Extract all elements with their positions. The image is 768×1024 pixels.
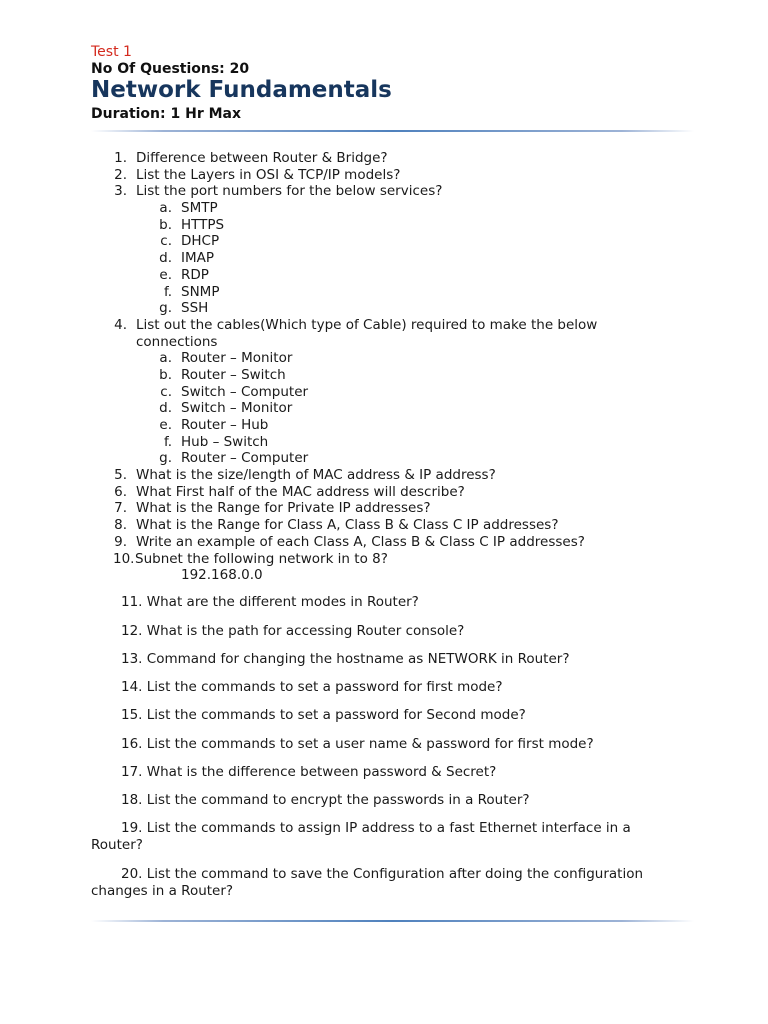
question-item: [0, 517, 768, 534]
question-number: 13.: [121, 651, 143, 667]
question-text: List the command to encrypt the passwords in a Router?: [146, 792, 530, 808]
sub-item-text: IMAP: [181, 250, 215, 267]
sub-item-text: SMTP: [181, 200, 218, 217]
duration-label: Duration: 1 Hr Max: [91, 106, 242, 122]
sub-item: [0, 217, 768, 234]
question-text: List out the cables(Which type of Cable) required to make the below: [136, 316, 598, 333]
question-item: [0, 534, 768, 551]
question-number: 6.: [114, 483, 127, 500]
sub-item-letter: e.: [159, 417, 172, 433]
question-text: What are the different modes in Router?: [146, 594, 419, 610]
question-text: What is the Range for Class A, Class B & Class C IP addresses?: [136, 517, 559, 534]
question-continuation: [0, 334, 768, 351]
question-item: [0, 167, 768, 184]
sub-item: [0, 350, 768, 367]
question-item: [0, 500, 768, 517]
question-item: [0, 484, 768, 501]
question-text: List the commands to set a password for first mode?: [146, 679, 503, 695]
question-item: [0, 467, 768, 484]
question-item: [0, 183, 768, 200]
question-item: [0, 551, 768, 568]
question-number: 10.: [113, 550, 135, 567]
numbered-question-list: [0, 150, 768, 584]
network-address: 192.168.0.0: [181, 567, 263, 584]
paragraph-question: [91, 736, 671, 753]
sub-item-letter: g.: [159, 450, 172, 467]
sub-item-letter: d.: [159, 250, 172, 267]
sub-item-text: Switch – Computer: [181, 383, 309, 400]
sub-item-letter: e.: [159, 266, 172, 283]
sub-item-letter: b.: [159, 366, 172, 383]
question-text: List the command to save the Configuration after doing the configuration changes in a Router?: [91, 866, 644, 899]
question-number: 9.: [114, 533, 127, 550]
paragraph-question: [91, 764, 671, 781]
sub-item: [0, 267, 768, 284]
question-number: 1.: [114, 150, 127, 166]
sub-item-text: RDP: [181, 266, 209, 283]
question-text: What is the difference between password & Secret?: [146, 764, 497, 780]
sub-item: [0, 450, 768, 467]
paragraph-question: [91, 623, 671, 640]
footer-divider: [91, 920, 694, 922]
page-title: Network Fundamentals: [91, 77, 392, 103]
paragraph-question: [91, 651, 671, 668]
sub-item: [0, 384, 768, 401]
paragraph-question: [91, 866, 671, 900]
sub-item-text: Router – Monitor: [181, 350, 293, 367]
question-number: 20.: [121, 866, 143, 882]
question-text: List the commands to set a password for Second mode?: [146, 707, 526, 723]
question-number: 8.: [114, 517, 127, 534]
question-text: What is the Range for Private IP addresses?: [136, 500, 431, 517]
question-text: List the Layers in OSI & TCP/IP models?: [136, 166, 401, 183]
question-text: List the commands to set a user name & password for first mode?: [146, 736, 594, 752]
question-text: List the port numbers for the below services?: [136, 183, 443, 200]
questions-count: No Of Questions: 20: [91, 61, 250, 77]
sub-item-letter: a.: [159, 200, 172, 217]
sub-item: [0, 417, 768, 434]
question-number: 5.: [114, 467, 127, 484]
sub-item: [0, 434, 768, 451]
question-text: List the commands to assign IP address to a fast Ethernet interface in a Router?: [91, 820, 631, 853]
question-detail: [0, 567, 768, 584]
question-number: 19.: [121, 820, 143, 836]
question-number: 14.: [121, 679, 143, 695]
sub-item: [0, 250, 768, 267]
sub-item-text: Router – Switch: [181, 366, 286, 383]
question-text: Subnet the following network in to 8?: [135, 550, 388, 567]
question-item: [0, 317, 768, 334]
question-number: 17.: [121, 764, 143, 780]
sub-item-text: Switch – Monitor: [181, 400, 293, 417]
sub-item-letter: a.: [159, 350, 172, 367]
paragraph-question: [91, 679, 671, 696]
question-item: [0, 150, 768, 167]
question-text: Write an example of each Class A, Class B & Class C IP addresses?: [136, 533, 585, 550]
sub-item: [0, 367, 768, 384]
question-number: 15.: [121, 707, 143, 723]
paragraph-question: [91, 792, 671, 809]
question-number: 4.: [114, 316, 127, 333]
paragraph-question: [91, 820, 671, 854]
question-text-continuation: connections: [136, 333, 218, 350]
question-text: What is the path for accessing Router console?: [146, 623, 465, 639]
sub-item: [0, 284, 768, 301]
question-text: What First half of the MAC address will describe?: [136, 483, 465, 500]
question-text: Command for changing the hostname as NETWORK in Router?: [146, 651, 570, 667]
question-text: Difference between Router & Bridge?: [136, 150, 388, 166]
test-label: Test 1: [91, 44, 132, 60]
sub-item-letter: c.: [160, 383, 172, 400]
question-number: 3.: [114, 183, 127, 200]
sub-item-letter: c.: [160, 233, 172, 250]
sub-item-text: Router – Hub: [181, 417, 269, 433]
sub-item-text: SNMP: [181, 283, 220, 300]
question-text: What is the size/length of MAC address & IP address?: [136, 467, 496, 484]
question-number: 11.: [121, 594, 143, 610]
sub-item-text: DHCP: [181, 233, 220, 250]
sub-item-letter: f.: [163, 433, 172, 450]
sub-item-letter: d.: [159, 400, 172, 417]
sub-item-letter: g.: [159, 300, 172, 317]
sub-item: [0, 400, 768, 417]
question-number: 2.: [114, 166, 127, 183]
sub-item-text: Router – Computer: [181, 450, 309, 467]
paragraph-question: [91, 707, 671, 724]
question-number: 12.: [121, 623, 143, 639]
question-number: 7.: [114, 500, 127, 517]
sub-item-text: SSH: [181, 300, 209, 317]
sub-item: [0, 233, 768, 250]
sub-item-text: Hub – Switch: [181, 433, 269, 450]
sub-item-letter: f.: [163, 283, 172, 300]
question-number: 18.: [121, 792, 143, 808]
sub-item: [0, 200, 768, 217]
sub-item: [0, 300, 768, 317]
paragraph-question: [91, 594, 671, 611]
question-number: 16.: [121, 736, 143, 752]
sub-item-letter: b.: [159, 216, 172, 233]
sub-item-text: HTTPS: [181, 216, 225, 233]
header-divider: [91, 130, 694, 132]
